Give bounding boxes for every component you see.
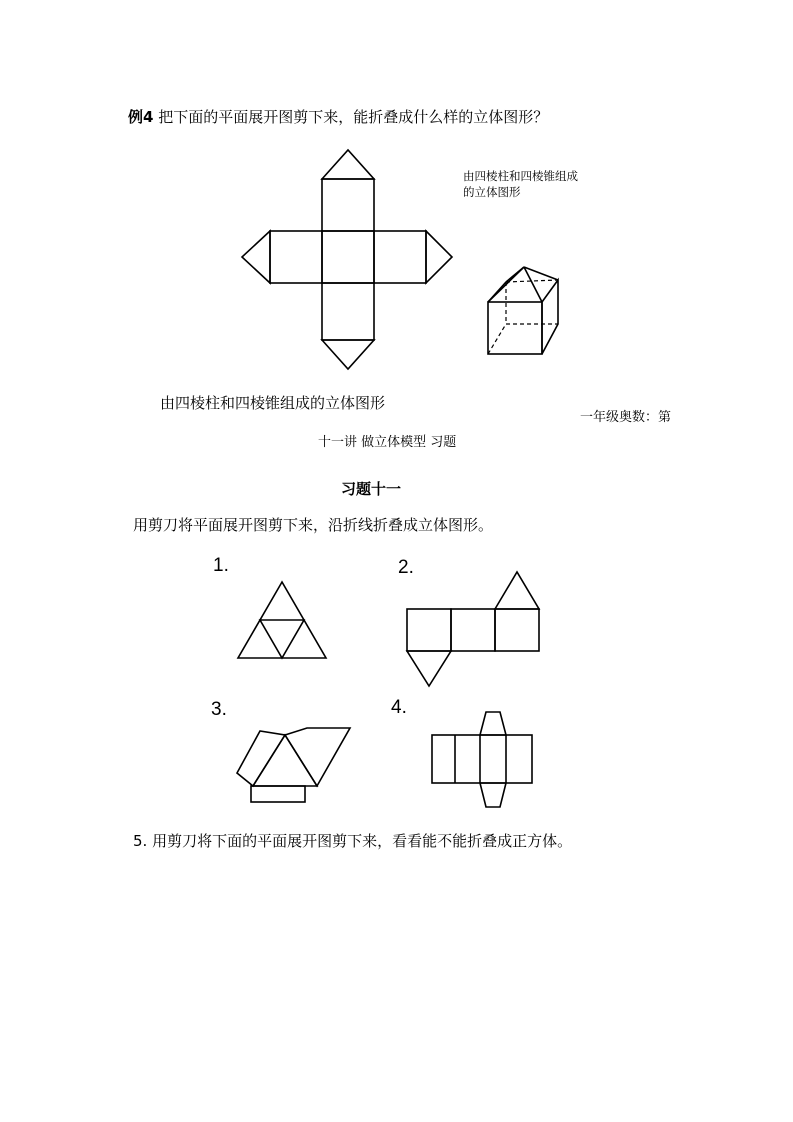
section-title: 习题十一 xyxy=(341,480,402,498)
center-triangle xyxy=(253,735,317,786)
inner-triangle xyxy=(260,620,304,658)
net-square-center xyxy=(322,231,374,283)
right-quad xyxy=(285,728,350,786)
question-5: 5. 用剪刀将下面的平面展开图剪下来，看看能不能折叠成正方体。 xyxy=(133,832,573,850)
net-triangle-right xyxy=(426,231,452,283)
base-rect xyxy=(251,786,305,802)
prism-triangle-bottom xyxy=(407,651,451,686)
footer-line-1: 一年级奥数：第 xyxy=(580,410,672,425)
pyramid-edge-4 xyxy=(506,267,524,282)
net-triangle-bottom xyxy=(322,340,374,369)
right-face xyxy=(542,280,558,354)
solid-caption: 由四棱柱和四棱锥组成的立体图形 xyxy=(463,169,578,199)
net-triangle-left xyxy=(242,231,270,283)
bottom-cap xyxy=(480,783,506,807)
example-label: 例4 xyxy=(128,108,154,126)
section-instruction: 用剪刀将平面展开图剪下来，沿折线折叠成立体图形。 xyxy=(133,516,494,534)
prism-strip-net xyxy=(430,710,536,812)
problem-number-4: 4. xyxy=(391,697,407,718)
prism-triangle-top xyxy=(495,572,539,609)
net-square-right xyxy=(374,231,426,283)
tetrahedron-net xyxy=(236,580,330,662)
example-title xyxy=(128,106,548,127)
example-question: 把下面的平面展开图剪下来，能折叠成什么样的立体图形？ xyxy=(158,108,549,126)
top-cap xyxy=(480,712,506,735)
net-square-bottom xyxy=(322,283,374,340)
irregular-net xyxy=(234,725,354,805)
cross-net-diagram xyxy=(240,148,455,373)
prism-rect-2 xyxy=(451,609,495,651)
answer-text: 由四棱柱和四棱锥组成的立体图形 xyxy=(160,394,386,412)
left-parallelogram xyxy=(237,731,285,786)
front-face xyxy=(488,302,542,354)
net-square-left xyxy=(270,231,322,283)
prism-rect-3 xyxy=(495,609,539,651)
footer-line-2: 十一讲 做立体模型 习题 xyxy=(318,435,457,450)
problem-number-1: 1. xyxy=(213,555,229,576)
net-square-top xyxy=(322,179,374,231)
net-triangle-top xyxy=(322,150,374,179)
strip-rect xyxy=(432,735,532,783)
triangular-prism-net xyxy=(404,570,544,690)
hidden-edges xyxy=(488,324,558,354)
problem-number-3: 3. xyxy=(211,699,227,720)
problem-number-2: 2. xyxy=(398,557,414,578)
prism-rect-1 xyxy=(407,609,451,651)
prism-pyramid-solid xyxy=(484,262,564,358)
